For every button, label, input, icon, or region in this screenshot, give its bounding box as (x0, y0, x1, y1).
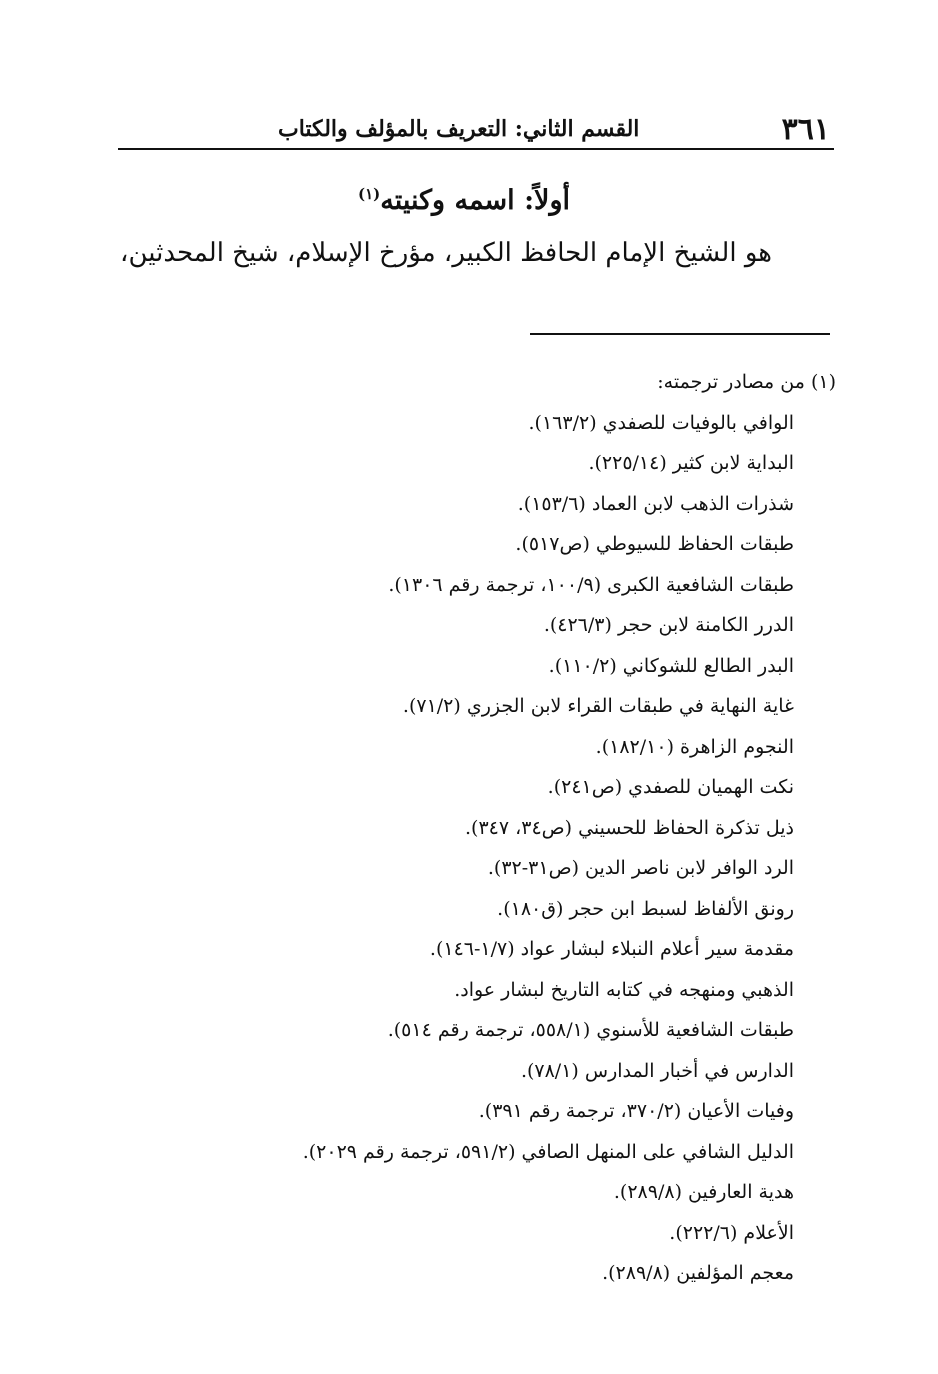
source-item: هدية العارفين (٢٨٩/٨). (613, 1181, 794, 1203)
section-heading-text: أولاً: اسمه وكنيته (380, 185, 570, 216)
page-number: ٣٦١ (781, 111, 830, 147)
body-paragraph: هو الشيخ الإمام الحافظ الكبير، مؤرخ الإسلام، شيخ المحدثين، (120, 238, 772, 268)
source-item: الدارس في أخبار المدارس (٧٨/١). (520, 1059, 794, 1082)
source-item: الذهبي ومنهجه في كتابه التاريخ لبشار عواد. (454, 978, 794, 1001)
source-item: الرد الوافر لابن ناصر الدين (ص٣١-٣٢). (487, 857, 794, 879)
source-item: النجوم الزاهرة (١٨٢/١٠). (595, 735, 794, 758)
source-item: نكت الهميان للصفدي (ص٢٤١). (547, 776, 794, 798)
source-item: ذيل تذكرة الحفاظ للحسيني (ص٣٤، ٣٤٧). (465, 816, 794, 839)
footnote-reference: (١) (357, 185, 381, 203)
footnote-separator (530, 333, 830, 335)
running-title: القسم الثاني: التعريف بالمؤلف والكتاب (278, 116, 640, 142)
source-item: الدليل الشافي على المنهل الصافي (٥٩١/٢، ترجمة رقم ٢٠٢٩). (302, 1140, 794, 1163)
source-item: وفيات الأعيان (٣٧٠/٢، ترجمة رقم ٣٩١). (478, 1100, 794, 1122)
source-item: شذرات الذهب لابن العماد (١٥٣/٦). (517, 492, 794, 515)
source-item: الأعلام (٢٢٢/٦). (669, 1221, 794, 1244)
footnotes (276, 362, 836, 1294)
section-heading (200, 185, 570, 216)
source-item: طبقات الشافعية الكبرى (١٠٠/٩، ترجمة رقم ١٣٠٦). (388, 573, 794, 596)
source-item: رونق الألفاظ لسبط ابن حجر (ق١٨٠). (497, 897, 794, 920)
source-item: الوافي بالوفيات للصفدي (١٦٣/٢). (528, 411, 794, 434)
source-item: الدرر الكامنة لابن حجر (٤٢٦/٣). (543, 614, 794, 636)
footnote-intro: (١) من مصادر ترجمته: (657, 371, 836, 393)
source-item: غاية النهاية في طبقات القراء لابن الجزري (٧١/٢). (402, 695, 794, 717)
source-item: مقدمة سير أعلام النبلاء لبشار عواد (١/٧-١٤٦). (429, 938, 794, 960)
header-rule (118, 148, 834, 150)
source-item: البدر الطالع للشوكاني (١١٠/٢). (548, 654, 794, 677)
source-item: معجم المؤلفين (٢٨٩/٨). (602, 1262, 794, 1284)
source-list (276, 403, 836, 1294)
source-item: البداية لابن كثير (٢٢٥/١٤). (588, 452, 794, 474)
running-header (118, 108, 834, 150)
source-item: طبقات الشافعية للأسنوي (٥٥٨/١، ترجمة رقم ٥١٤). (387, 1019, 794, 1041)
source-item: طبقات الحفاظ للسيوطي (ص٥١٧). (515, 533, 794, 555)
